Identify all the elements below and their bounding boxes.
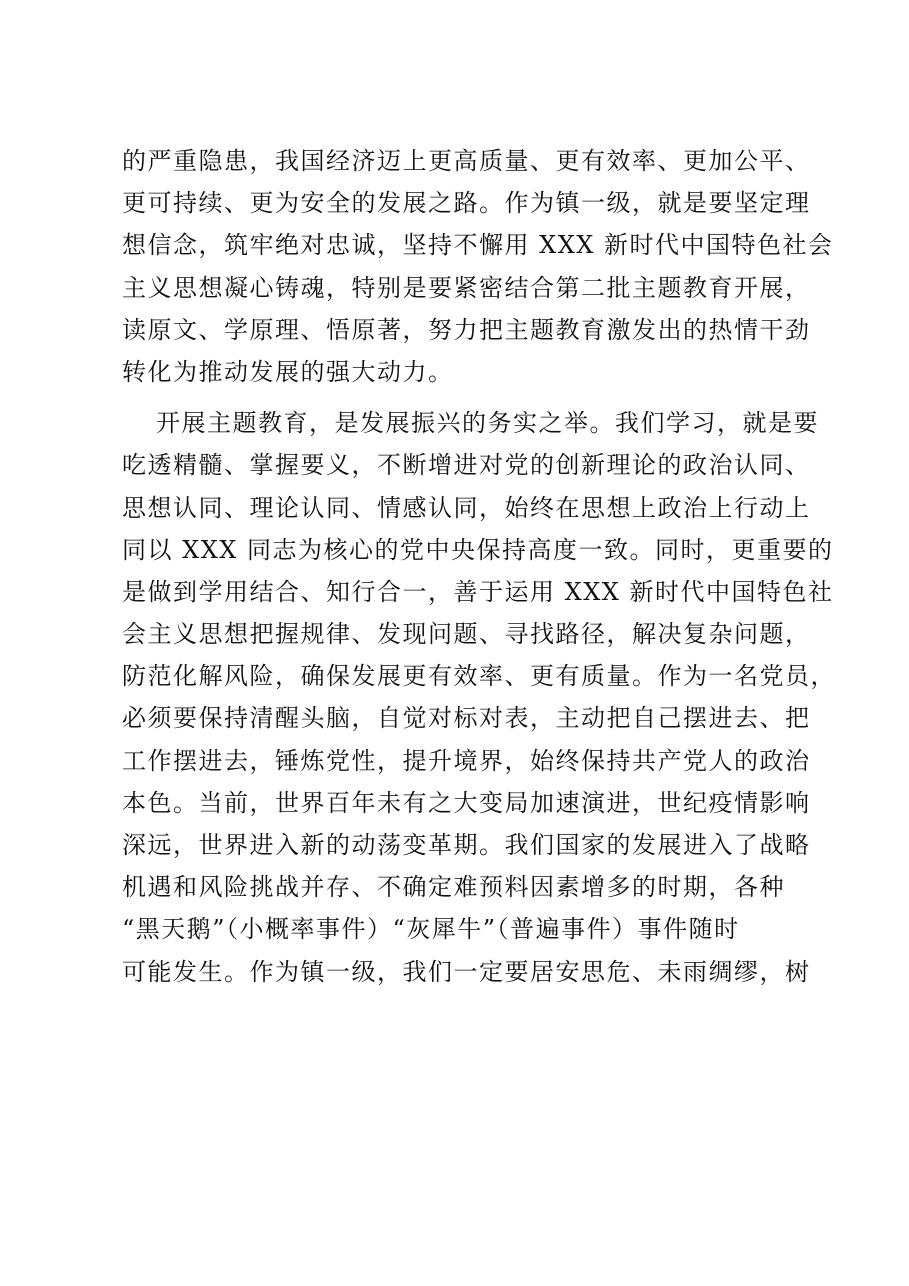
paragraph-2 [122, 402, 836, 993]
text-line: 本色。当前，世界百年未有之大变局加速演进，世纪疫情影响 [122, 788, 811, 817]
text-line: 转化为推动发展的强大动力。 [122, 357, 454, 386]
text-line: 开展主题教育，是发展振兴的务实之举。我们学习，就是要 [156, 409, 819, 438]
text-line: 想信念，筑牢绝对忠诚，坚持不懈用 XXX 新时代中国特色社会 [122, 231, 834, 260]
body-text [122, 140, 836, 993]
text-line: 机遇和风险挑战并存、不确定难预料因素增多的时期，各种 [122, 873, 785, 902]
text-line: “黑天鹅”（小概率事件）“灰犀牛”（普遍事件）事件随时 [122, 915, 740, 944]
text-line: 可能发生。作为镇一级，我们一定要居安思危、未雨绸缪，树 [122, 957, 811, 986]
text-line: 同以 XXX 同志为核心的党中央保持高度一致。同时，更重要的 [122, 535, 834, 564]
text-line: 必须要保持清醒头脑，自觉对标对表，主动把自己摆进去、把 [122, 704, 811, 733]
text-line: 吃透精髓、掌握要义，不断增进对党的创新理论的政治认同、 [122, 451, 811, 480]
text-line: 工作摆进去，锤炼党性，提升境界，始终保持共产党人的政治 [122, 746, 811, 775]
text-line: 读原文、学原理、悟原著，努力把主题教育激发出的热情干劲 [122, 315, 811, 344]
text-line: 是做到学用结合、知行合一，善于运用 XXX 新时代中国特色社 [122, 577, 834, 606]
text-line: 主义思想凝心铸魂，特别是要紧密结合第二批主题教育开展， [122, 273, 811, 302]
text-line: 会主义思想把握规律、发现问题、寻找路径，解决复杂问题， [122, 620, 811, 649]
text-line: 防范化解风险，确保发展更有效率、更有质量。作为一名党员， [122, 662, 836, 691]
text-line: 深远，世界进入新的动荡变革期。我们国家的发展进入了战略 [122, 831, 811, 859]
paragraph-1 [122, 140, 834, 393]
text-line: 更可持续、更为安全的发展之路。作为镇一级，就是要坚定理 [122, 189, 811, 218]
text-line: 思想认同、理论认同、情感认同，始终在思想上政治上行动上 [122, 493, 811, 522]
text-line: 的严重隐患，我国经济迈上更高质量、更有效率、更加公平、 [122, 147, 811, 175]
paragraph-gap [122, 393, 802, 402]
